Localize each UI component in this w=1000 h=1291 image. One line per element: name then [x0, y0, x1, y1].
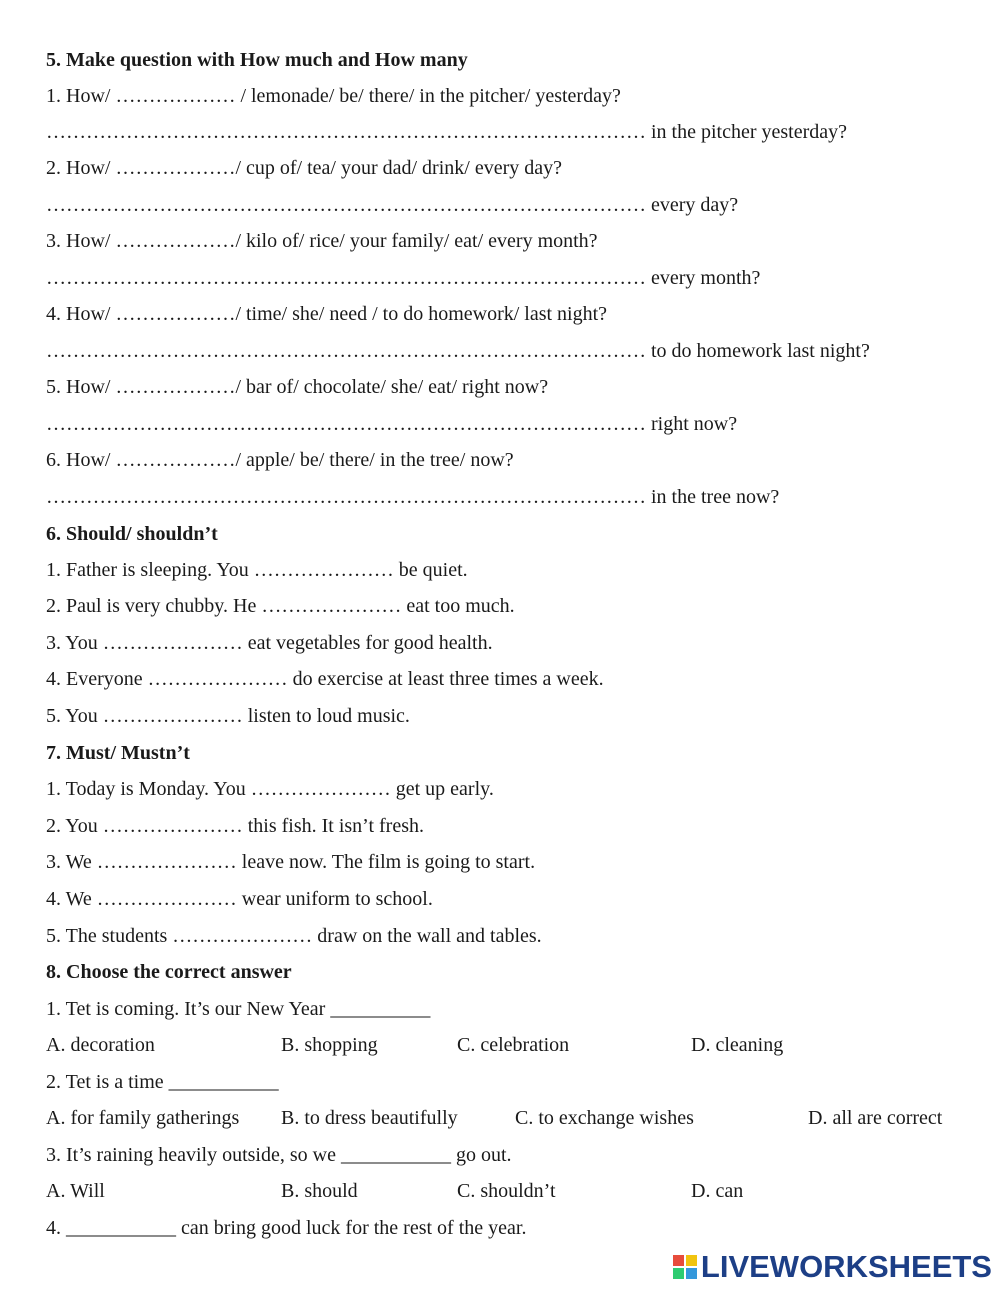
s8-q3-option-d[interactable]: D. can	[691, 1180, 744, 1202]
s6-item-4[interactable]: 4. Everyone ………………… do exercise at least three times a week.	[46, 668, 604, 690]
s8-q2-option-b[interactable]: B. to dress beautifully	[281, 1107, 458, 1129]
s6-item-2[interactable]: 2. Paul is very chubby. He ………………… eat too much.	[46, 595, 515, 617]
s8-question-1[interactable]: 1. Tet is coming. It’s our New Year __________	[46, 998, 431, 1020]
s8-q1-option-d[interactable]: D. cleaning	[691, 1034, 784, 1056]
logo-square-green	[673, 1268, 684, 1279]
section-7-heading: 7. Must/ Mustn’t	[46, 742, 190, 764]
s5-question-2: 2. How/ ………………/ cup of/ tea/ your dad/ drink/ every day?	[46, 157, 562, 179]
logo-square-yellow	[686, 1255, 697, 1266]
s5-answer-3[interactable]: ……………………………………………………………………………… every month?	[46, 267, 761, 289]
s7-item-5[interactable]: 5. The students ………………… draw on the wall and tables.	[46, 925, 542, 947]
liveworksheets-logo-icon	[673, 1255, 697, 1279]
s8-q2-option-a[interactable]: A. for family gatherings	[46, 1107, 240, 1129]
s6-item-3[interactable]: 3. You ………………… eat vegetables for good health.	[46, 632, 493, 654]
s8-q1-option-a[interactable]: A. decoration	[46, 1034, 155, 1056]
liveworksheets-logo	[673, 1249, 992, 1285]
s8-question-3[interactable]: 3. It’s raining heavily outside, so we ___________ go out.	[46, 1144, 512, 1166]
s8-q1-option-b[interactable]: B. shopping	[281, 1034, 378, 1056]
s8-q2-option-c[interactable]: C. to exchange wishes	[515, 1107, 694, 1129]
s5-answer-2[interactable]: ……………………………………………………………………………… every day?	[46, 194, 739, 216]
logo-square-red	[673, 1255, 684, 1266]
section-6-heading: 6. Should/ shouldn’t	[46, 523, 218, 545]
s5-question-4: 4. How/ ………………/ time/ she/ need / to do homework/ last night?	[46, 303, 608, 325]
s5-question-1: 1. How/ ……………… / lemonade/ be/ there/ in the pitcher/ yesterday?	[46, 85, 621, 107]
s7-item-2[interactable]: 2. You ………………… this fish. It isn’t fresh.	[46, 815, 424, 837]
section-8-heading: 8. Choose the correct answer	[46, 961, 292, 983]
logo-text: LIVEWORKSHEETS	[700, 1249, 992, 1284]
s8-question-2[interactable]: 2. Tet is a time ___________	[46, 1071, 279, 1093]
s7-item-1[interactable]: 1. Today is Monday. You ………………… get up early.	[46, 778, 494, 800]
logo-square-blue	[686, 1268, 697, 1279]
s5-question-3: 3. How/ ………………/ kilo of/ rice/ your family/ eat/ every month?	[46, 230, 598, 252]
s8-question-4[interactable]: 4. ___________ can bring good luck for the rest of the year.	[46, 1217, 527, 1239]
s7-item-3[interactable]: 3. We ………………… leave now. The film is going to start.	[46, 851, 536, 873]
s7-item-4[interactable]: 4. We ………………… wear uniform to school.	[46, 888, 433, 910]
s5-answer-4[interactable]: ……………………………………………………………………………… to do homework last night?	[46, 340, 870, 362]
s8-q1-option-c[interactable]: C. celebration	[457, 1034, 570, 1056]
section-5-heading: 5. Make question with How much and How many	[46, 49, 468, 71]
s5-answer-6[interactable]: ……………………………………………………………………………… in the tree now?	[46, 486, 780, 508]
s6-item-5[interactable]: 5. You ………………… listen to loud music.	[46, 705, 410, 727]
s8-q3-option-c[interactable]: C. shouldn’t	[457, 1180, 556, 1202]
s5-answer-1[interactable]: ……………………………………………………………………………… in the pitcher yesterday?	[46, 121, 848, 143]
s8-q2-option-d[interactable]: D. all are correct	[808, 1107, 943, 1129]
s5-answer-5[interactable]: ……………………………………………………………………………… right now?	[46, 413, 738, 435]
s5-question-5: 5. How/ ………………/ bar of/ chocolate/ she/ eat/ right now?	[46, 376, 549, 398]
s8-q3-option-b[interactable]: B. should	[281, 1180, 358, 1202]
s5-question-6: 6. How/ ………………/ apple/ be/ there/ in the tree/ now?	[46, 449, 514, 471]
s6-item-1[interactable]: 1. Father is sleeping. You ………………… be quiet.	[46, 559, 468, 581]
s8-q3-option-a[interactable]: A. Will	[46, 1180, 105, 1202]
